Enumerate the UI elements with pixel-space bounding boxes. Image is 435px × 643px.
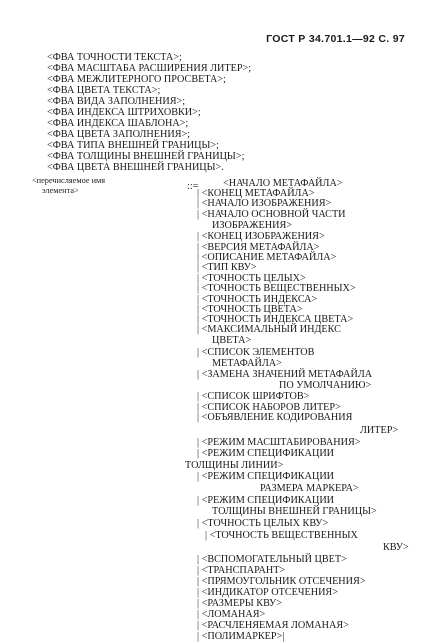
alternative-item: | <РАЗМЕРЫ КВУ> xyxy=(197,598,282,609)
attribute-list-item: <ФВА ВИДА ЗАПОЛНЕНИЯ>; xyxy=(47,96,186,107)
alternative-item: | <КОНЕЦ МЕТАФАЙЛА> xyxy=(197,188,315,199)
alternative-item: | <ОБЪЯВЛЕНИЕ КОДИРОВАНИЯ xyxy=(197,412,353,423)
attribute-list-item: <ФВА ТИПА ВНЕШНЕЙ ГРАНИЦЫ>; xyxy=(47,140,219,151)
definition-operator: ::= xyxy=(187,181,199,192)
alternative-item: | <КОНЕЦ ИЗОБРАЖЕНИЯ> xyxy=(197,231,325,242)
attribute-list-item: <ФВА ИНДЕКСА ШАБЛОНА>; xyxy=(47,118,189,129)
alternative-item: | <РЕЖИМ МАСШТАБИРОВАНИЯ> xyxy=(197,437,361,448)
alternative-item: КВУ> xyxy=(383,542,409,553)
alternative-item: ИЗОБРАЖЕНИЯ> xyxy=(212,220,292,231)
alternative-item: ЦВЕТА> xyxy=(212,335,252,346)
alternative-item: | <ВСПОМОГАТЕЛЬНЫЙ ЦВЕТ> xyxy=(197,554,347,565)
alternative-item: | <СПИСОК ШРИФТОВ> xyxy=(197,391,310,402)
page-header: ГОСТ Р 34.701.1—92 С. 97 xyxy=(266,33,405,45)
alternative-item: ПО УМОЛЧАНИЮ> xyxy=(279,380,372,391)
alternative-item: | <РЕЖИМ СПЕЦИФИКАЦИИ xyxy=(197,448,335,459)
alternative-item: | <ТОЧНОСТЬ ВЕЩЕСТВЕННЫХ xyxy=(205,530,358,541)
alternative-item: | <ТОЧНОСТЬ ИНДЕКСА> xyxy=(197,294,318,305)
alternative-item: | <ИНДИКАТОР ОТСЕЧЕНИЯ> xyxy=(197,587,338,598)
alternative-item: | <ВЕРСИЯ МЕТАФАЙЛА> xyxy=(197,242,320,253)
alternative-item: ТОЛЩИНЫ ВНЕШНЕЙ ГРАНИЦЫ> xyxy=(212,506,377,517)
alternative-item: | <ТОЧНОСТЬ ЦЕЛЫХ> xyxy=(197,273,306,284)
alternative-item: | <ОПИСАНИЕ МЕТАФАЙЛА> xyxy=(197,252,337,263)
alternative-item: | <РЕЖИМ СПЕЦИФИКАЦИИ xyxy=(197,495,335,506)
lhs-line-2: элемента> xyxy=(42,186,79,195)
alternative-item: | <СПИСОК ЭЛЕМЕНТОВ xyxy=(197,347,315,358)
alternative-item: | <РЕЖИМ СПЕЦИФИКАЦИИ xyxy=(197,471,335,482)
alternative-item: | <МАКСИМАЛЬНЫЙ ИНДЕКС xyxy=(197,324,341,335)
alternative-item: | <ТОЧНОСТЬ ЦЕЛЫХ КВУ> xyxy=(197,518,329,529)
alternative-item: | <НАЧАЛО ОСНОВНОЙ ЧАСТИ xyxy=(197,209,346,220)
attribute-list-item: <ФВА ТОЛЩИНЫ ВНЕШНЕЙ ГРАНИЦЫ>; xyxy=(47,151,245,162)
alternative-item: <НАЧАЛО МЕТАФАЙЛА> xyxy=(223,178,343,189)
alternative-item: | <СПИСОК НАБОРОВ ЛИТЕР> xyxy=(197,402,341,413)
alternative-item: | <ПОЛИМАРКЕР>| xyxy=(197,631,285,642)
alternative-item: РАЗМЕРА МАРКЕРА> xyxy=(260,483,359,494)
alternative-item: ЛИТЕР> xyxy=(360,425,399,436)
alternative-item: | <РАСЧЛЕНЯЕМАЯ ЛОМАНАЯ> xyxy=(197,620,349,631)
lhs-line-1: <перечисляемое имя xyxy=(32,176,106,185)
alternative-item: МЕТАФАЙЛА> xyxy=(212,358,282,369)
attribute-list-item: <ФВА ИНДЕКСА ШТРИХОВКИ>; xyxy=(47,107,201,118)
alternative-item: | <ТИП КВУ> xyxy=(197,262,257,273)
attribute-list-item: <ФВА МЕЖЛИТЕРНОГО ПРОСВЕТА>; xyxy=(47,74,226,85)
attribute-list-item: <ФВА ТОЧНОСТИ ТЕКСТА>; xyxy=(47,52,182,63)
alternative-item: | <ЛОМАНАЯ> xyxy=(197,609,266,620)
alternative-item: | <ТОЧНОСТЬ ВЕЩЕСТВЕННЫХ> xyxy=(197,283,356,294)
alternative-item: | <ПРЯМОУГОЛЬНИК ОТСЕЧЕНИЯ> xyxy=(197,576,366,587)
alternative-item: | <ТОЧНОСТЬ ЦВЕТА> xyxy=(197,304,303,315)
alternative-item: | <ЗАМЕНА ЗНАЧЕНИЙ МЕТАФАЙЛА xyxy=(197,369,373,380)
alternative-item: | <ТОЧНОСТЬ ИНДЕКСА ЦВЕТА> xyxy=(197,314,354,325)
attribute-list-item: <ФВА ЦВЕТА ВНЕШНЕЙ ГРАНИЦЫ>. xyxy=(47,162,224,173)
alternative-item: | <ТРАНСПАРАНТ> xyxy=(197,565,286,576)
attribute-list-item: <ФВА ЦВЕТА ЗАПОЛНЕНИЯ>; xyxy=(47,129,191,140)
attribute-list-item: <ФВА ЦВЕТА ТЕКСТА>; xyxy=(47,85,161,96)
alternative-item: ТОЛЩИНЫ ЛИНИИ> xyxy=(185,460,284,471)
attribute-list-item: <ФВА МАСШТАБА РАСШИРЕНИЯ ЛИТЕР>; xyxy=(47,63,252,74)
alternative-item: | <НАЧАЛО ИЗОБРАЖЕНИЯ> xyxy=(197,198,332,209)
